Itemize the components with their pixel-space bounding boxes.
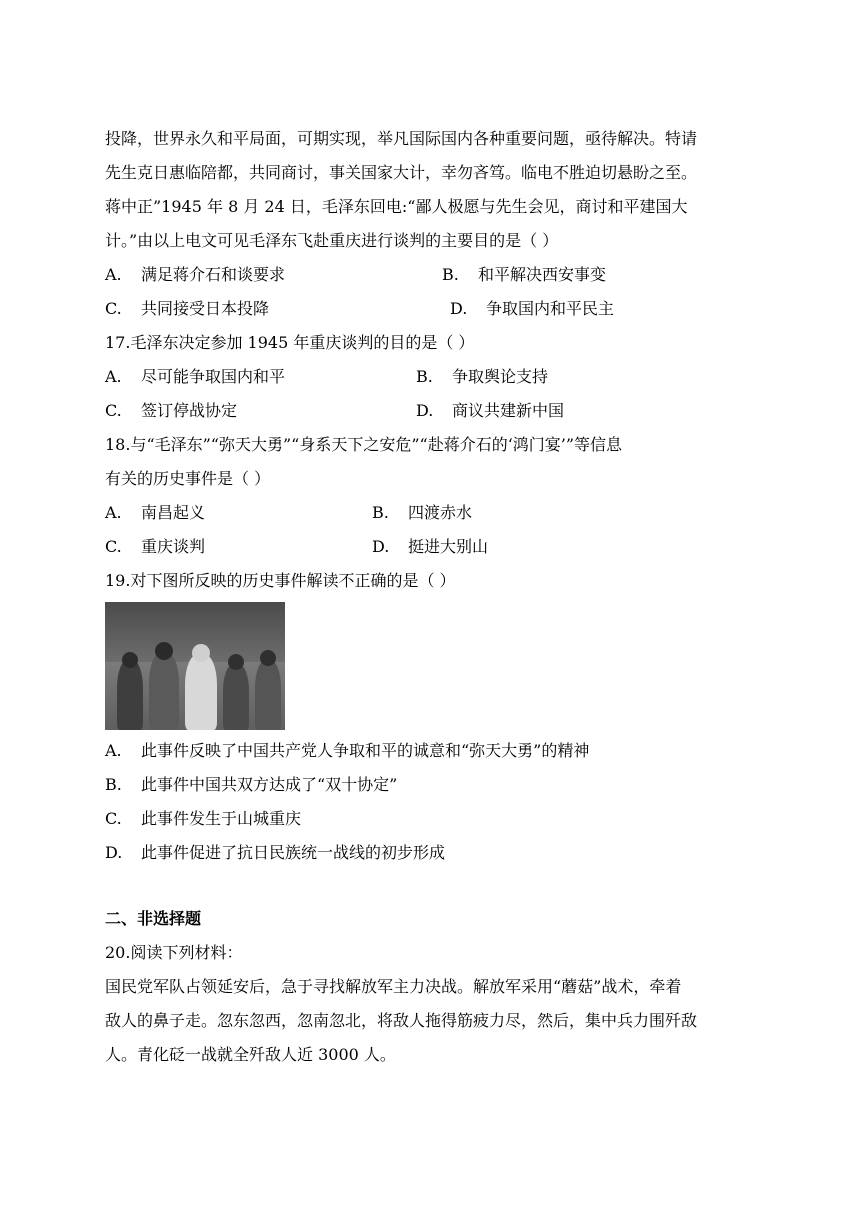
- option-label: A.: [105, 265, 122, 284]
- section-heading: 二、非选择题: [105, 909, 202, 928]
- intro-line-4: 计。”由以上电文可见毛泽东飞赴重庆进行谈判的主要目的是（ ）: [105, 231, 559, 250]
- q18-option-d: [372, 537, 488, 557]
- person-figure: [117, 660, 143, 730]
- option-label: C.: [105, 537, 122, 556]
- option-label: B.: [372, 503, 389, 522]
- option-label: A.: [105, 367, 122, 386]
- option-label: B.: [416, 367, 433, 386]
- intro-line-2: 先生克日惠临陪都，共同商讨，事关国家大计，幸勿吝笃。临电不胜迫切悬盼之至。: [105, 163, 698, 182]
- option-text: 南昌起义: [141, 503, 206, 522]
- q18-stem-line-2: 有关的历史事件是（ ）: [105, 469, 271, 488]
- option-label: A.: [105, 741, 122, 760]
- option-text: 共同接受日本投降: [141, 299, 270, 318]
- option-text: 争取舆论支持: [452, 367, 549, 386]
- q16-option-b: [442, 265, 606, 285]
- intro-line-1: 投降，世界永久和平局面，可期实现，举凡国际国内各种重要问题，亟待解决。特请: [105, 129, 698, 148]
- option-label: D.: [450, 299, 468, 318]
- option-label: D.: [105, 843, 123, 862]
- q20-stem: 20.阅读下列材料：: [105, 943, 243, 962]
- q18-option-a: [105, 503, 205, 523]
- person-head: [228, 654, 244, 670]
- q17-option-a: [105, 367, 285, 387]
- option-text: 尽可能争取国内和平: [141, 367, 286, 386]
- q19-option-a: [105, 741, 589, 761]
- person-head: [192, 644, 210, 662]
- q16-option-d: [450, 299, 614, 319]
- person-head: [122, 652, 138, 668]
- historical-photo: [105, 602, 285, 730]
- q19-stem: 19.对下图所反映的历史事件解读不正确的是（ ）: [105, 571, 456, 590]
- q19-option-b: [105, 775, 397, 795]
- option-label: C.: [105, 299, 122, 318]
- option-text: 签订停战协定: [141, 401, 238, 420]
- option-label: D.: [372, 537, 390, 556]
- option-label: B.: [442, 265, 459, 284]
- person-figure: [223, 664, 249, 730]
- q18-option-b: [372, 503, 472, 523]
- person-figure: [149, 652, 179, 730]
- material-line-1: 国民党军队占领延安后，急于寻找解放军主力决战。解放军采用“蘑菇”战术，牵着: [105, 977, 682, 996]
- option-label: B.: [105, 775, 122, 794]
- q17-stem: 17.毛泽东决定参加 1945 年重庆谈判的目的是（ ）: [105, 333, 475, 352]
- option-text: 商议共建新中国: [452, 401, 565, 420]
- person-head: [155, 642, 173, 660]
- option-label: D.: [416, 401, 434, 420]
- person-figure: [255, 660, 281, 730]
- q19-option-d: [105, 843, 445, 863]
- option-text: 挺进大别山: [408, 537, 489, 556]
- q17-option-d: [416, 401, 564, 421]
- q17-option-b: [416, 367, 548, 387]
- material-line-3: 人。青化砭一战就全歼敌人近 3000 人。: [105, 1045, 396, 1064]
- option-text: 此事件反映了中国共产党人争取和平的诚意和“弥天大勇”的精神: [141, 741, 590, 760]
- option-text: 和平解决西安事变: [478, 265, 607, 284]
- option-label: A.: [105, 503, 122, 522]
- option-text: 重庆谈判: [141, 537, 206, 556]
- option-label: C.: [105, 401, 122, 420]
- q17-option-c: [105, 401, 237, 421]
- material-line-2: 敌人的鼻子走。忽东忽西，忽南忽北，将敌人拖得筋疲力尽，然后，集中兵力围歼敌: [105, 1011, 698, 1030]
- q18-stem-line-1: 18.与“毛泽东”“弥天大勇”“身系天下之安危”“赴蒋介石的‘鸿门宴’”等信息: [105, 435, 623, 454]
- option-text: 争取国内和平民主: [486, 299, 615, 318]
- option-label: C.: [105, 809, 122, 828]
- option-text: 此事件中国共双方达成了“双十协定”: [141, 775, 398, 794]
- option-text: 此事件发生于山城重庆: [141, 809, 302, 828]
- q18-option-c: [105, 537, 205, 557]
- person-head: [260, 650, 276, 666]
- option-text: 满足蒋介石和谈要求: [141, 265, 286, 284]
- person-figure: [185, 654, 217, 730]
- option-text: 四渡赤水: [408, 503, 473, 522]
- q16-option-a: [105, 265, 285, 285]
- intro-line-3: 蒋中正”1945 年 8 月 24 日，毛泽东回电:“鄙人极愿与先生会见，商讨和平建国大: [105, 197, 688, 216]
- q19-option-c: [105, 809, 301, 829]
- option-text: 此事件促进了抗日民族统一战线的初步形成: [141, 843, 446, 862]
- q16-option-c: [105, 299, 269, 319]
